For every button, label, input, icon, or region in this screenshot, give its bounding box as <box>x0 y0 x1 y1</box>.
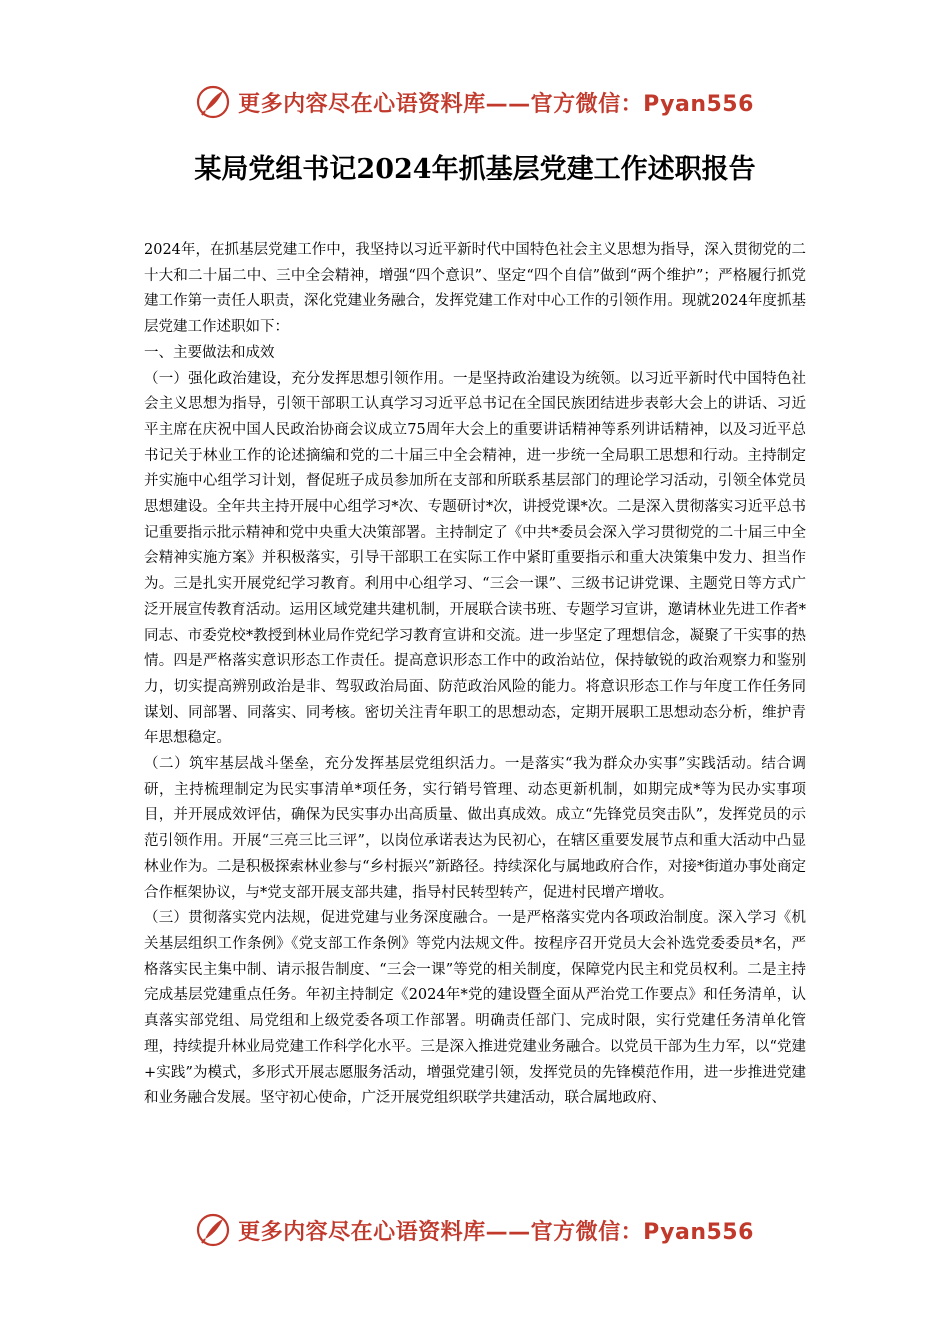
section-heading: 一、主要做法和成效 <box>144 344 275 361</box>
watermark-text: 更多内容尽在心语资料库——官方微信：Pyan556 <box>238 91 754 117</box>
intro-paragraph: 2024年，在抓基层党建工作中，我坚持以习近平新时代中国特色社会主义思想为指导，深入贯彻党的二十大和二十届二中、三中全会精神，增强“四个意识”、坚定“四个自信”做到“两个维护”；严格履行抓党建工作第一责任人职责，深化党建业务融合，发挥党建工作对中心工作的引领作用。现就2024年度抓基层党建工作述职如下： <box>144 242 806 336</box>
body-paragraph: （一）强化政治建设，充分发挥思想引领作用。一是坚持政治建设为统领。以习近平新时代中国特色社会主义思想为指导，引领干部职工认真学习习近平总书记在全国民族团结进步表彰大会上的讲话、习近平主席在庆祝中国人民政治协商会议成立75周年大会上的重要讲话精神等系列讲话精神，以及习近平总书记关于林业工作的论述摘编和党的二十届三中全会精神，进一步统一全局职工思想和行动。主持制定并实施中心组学习计划，督促班子成员参加所在支部和所联系基层部门的理论学习活动，引领全体党员思想建设。全年共主持开展中心组学习*次、专题研讨*次，讲授党课*次。二是深入贯彻落实习近平总书记重要指示批示精神和党中央重大决策部署。主持制定了《中共*委员会深入学习贯彻党的二十届三中全会精神实施方案》并积极落实，引导干部职工在实际工作中紧盯重要指示和重大决策集中发力、担当作为。三是扎实开展党纪学习教育。利用中心组学习、“三会一课”、三级书记讲党课、主题党日等方式广泛开展宣传教育活动。运用区域党建共建机制，开展联合读书班、专题学习宣讲，邀请林业先进工作者*同志、市委党校*教授到林业局作党纪学习教育宣讲和交流。进一步坚定了理想信念，凝聚了干实事的热情。四是严格落实意识形态工作责任。提高意识形态工作中的政治站位，保持敏锐的政治观察力和鉴别力，切实提高辨别政治是非、驾驭政治局面、防范政治风险的能力。将意识形态工作与年度工作任务同谋划、同部署、同落实、同考核。密切关注青年职工的思想动态，定期开展职工思想动态分析，维护青年思想稳定。 <box>144 370 806 747</box>
quill-pen-logo-icon <box>196 85 230 119</box>
document-title: 某局党组书记2024年抓基层党建工作述职报告 <box>194 154 756 185</box>
quill-pen-logo-icon <box>196 1213 230 1247</box>
header-watermark-banner <box>0 80 950 124</box>
body-paragraph: （三）贯彻落实党内法规，促进党建与业务深度融合。一是严格落实党内各项政治制度。深入学习《机关基层组织工作条例》《党支部工作条例》等党内法规文件。按程序召开党员大会补选党委委员*名，严格落实民主集中制、请示报告制度、“三会一课”等党的相关制度，保障党内民主和党员权利。二是主持完成基层党建重点任务。年初主持制定《2024年*党的建设暨全面从严治党工作要点》和任务清单，认真落实部党组、局党组和上级党委各项工作部署。明确责任部门、完成时限，实行党建任务清单化管理，持续提升林业局党建工作科学化水平。三是深入推进党建业务融合。以党员干部为生力军，以“党建+实践”为模式，多形式开展志愿服务活动，增强党建引领，发挥党员的先锋模范作用，进一步推进党建和业务融合发展。坚守初心使命，广泛开展党组织联学共建活动，联合属地政府、 <box>144 910 806 1107</box>
footer-watermark-banner <box>0 1208 950 1252</box>
document-body <box>144 238 806 1112</box>
body-paragraph: （二）筑牢基层战斗堡垒，充分发挥基层党组织活力。一是落实“我为群众办实事”实践活动。结合调研，主持梳理制定为民实事清单*项任务，实行销号管理、动态更新机制，如期完成*等为民办实事项目，并开展成效评估，确保为民实事办出高质量、做出真成效。成立“先锋党员突击队”，发挥党员的示范引领作用。开展“三亮三比三评”，以岗位承诺表达为民初心，在辖区重要发展节点和重大活动中凸显林业作为。二是积极探索林业参与“乡村振兴”新路径。持续深化与属地政府合作，对接*街道办事处商定合作框架协议，与*党支部开展支部共建，指导村民转型转产，促进村民增产增收。 <box>144 756 806 901</box>
watermark-text: 更多内容尽在心语资料库——官方微信：Pyan556 <box>238 1219 754 1245</box>
